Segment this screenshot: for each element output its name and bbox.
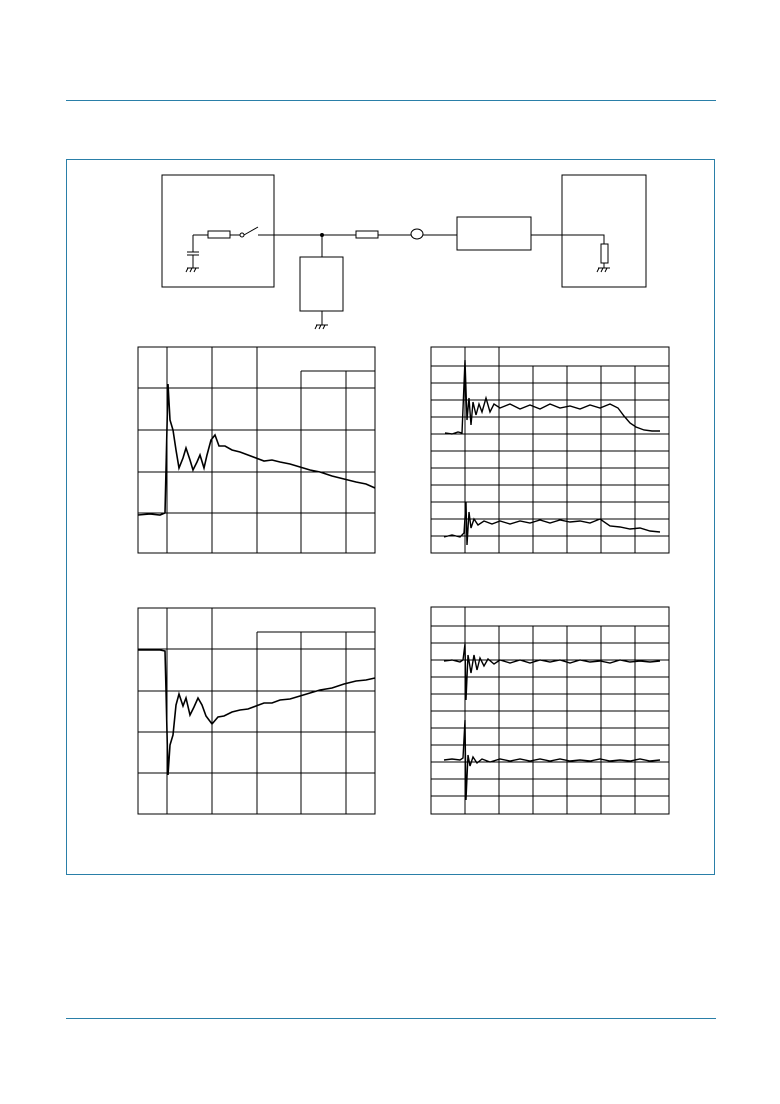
scope-box — [562, 175, 646, 287]
trace-upper — [445, 360, 660, 434]
ground-symbol — [186, 268, 199, 272]
scope-panel-bottom-right — [431, 607, 669, 814]
switch-contact — [240, 233, 244, 237]
trace-lower — [444, 502, 660, 545]
ground-symbol — [597, 268, 610, 272]
scope-panel-top-left — [138, 347, 375, 553]
scope-panel-bottom-left — [138, 608, 375, 814]
charge-resistor — [208, 231, 230, 238]
trace-upper — [444, 644, 660, 700]
ground-symbol — [315, 325, 328, 329]
attenuator-box — [457, 217, 531, 250]
dut-box — [300, 257, 343, 311]
switch-blade — [244, 227, 258, 235]
scope-panel-top-right — [431, 347, 669, 553]
trace-lower — [444, 720, 660, 800]
test-circuit-schematic — [162, 175, 646, 329]
ferrite-coil — [411, 229, 423, 239]
capacitor — [187, 235, 199, 268]
termination-resistor — [601, 244, 608, 263]
series-resistor — [356, 231, 378, 238]
